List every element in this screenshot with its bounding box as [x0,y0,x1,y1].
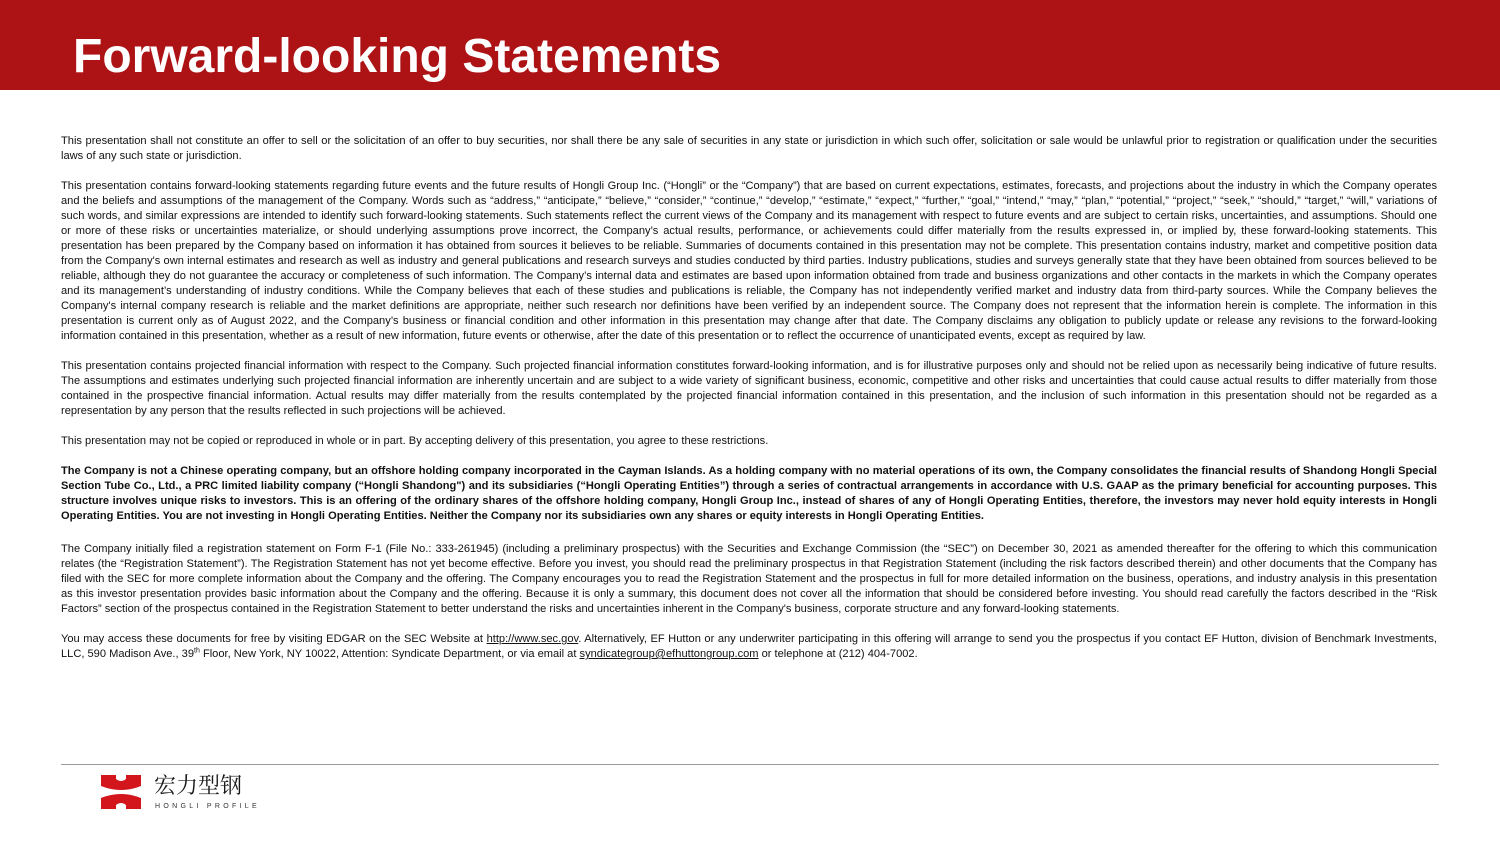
projected-financials-paragraph: This presentation contains projected financial information with respect to the Company. Such projected financial information constitutes forward-looking information, and is for illustrative purposes only and should not be relied upon as necessarily being indicative of future results. The assumptions and estimates underlying such projected financial information are inherently uncertain and are subject to a wide variety of significant business, economic, competitive and other risks and uncertainties that could cause actual results to differ materially from those contained in the prospective financial information. Actual results may differ materially from the results contemplated by the projected financial information contained in this presentation, and the inclusion of such information in this presentation should not be regarded as a representation by any person that the results reflected in such projections will be achieved. [61,360,1437,417]
page-title: Forward-looking Statements [73,30,722,83]
access-text-4: or telephone at (212) 404-7002. [758,648,918,660]
logo-english-name: HONGLI PROFILE [155,803,260,810]
document-access-paragraph [61,632,1437,662]
access-text-2: . Alternatively, EF Hutton or any underwriter participating in this offering will arrange to send you the prospectus if you contact EF Hutton, division of Benchmark Investments, LLC, 590 Madison Ave., 39 [61,633,1437,660]
syndicate-email-link[interactable]: syndicategroup@efhuttongroup.com [579,648,759,660]
sec-website-link[interactable]: http://www.sec.gov [486,633,579,645]
hongli-logo-icon [100,774,142,810]
disclaimer-body [61,134,1437,677]
forward-looking-paragraph: This presentation contains forward-looking statements regarding future events and the future results of Hongli Group Inc. (“Hongli” or the “Company”) that are based on current expectations, estimates, forecasts, and projections about the industry in which the Company operates and the beliefs and assumptions of the management of the Company. Words such as “address,” “anticipate,” “believe,” “consider,” “continue,” “develop,” “estimate,” “expect,” “further,” “goal,” “intend,” “may,” “plan,” “potential,” “project,” “seek,” “should,” “target,” “will,” variations of such words, and similar expressions are intended to identify such forward-looking statements. Such statements reflect the current views of the Company and its management with respect to future events and are subject to certain risks, uncertainties, and assumptions. Should one or more of these risks or uncertainties materialize, or should underlying assumptions prove incorrect, the Company’s actual results, performance, or achievements could differ materially from the results expressed in, or implied by, these forward-looking statements. This presentation has been prepared by the Company based on information it has obtained from sources it believes to be reliable. Summaries of documents contained in this presentation may not be complete. This presentation contains industry, market and competitive position data from the Company's own internal estimates and research as well as industry and general publications and research surveys and studies conducted by third parties. Industry publications, studies and surveys generally state that they have been obtained from sources believed to be reliable, although they do not guarantee the accuracy or completeness of such information. The Company’s internal data and estimates are based upon information obtained from trade and business organizations and other contacts in the markets in which the Company operates and its management’s understanding of industry conditions. While the Company believes that each of these studies and publications is reliable, the Company has not independently verified market and industry data from third-party sources. While the Company believes the Company's internal company research is reliable and the market definitions are appropriate, neither such research nor definitions have been verified by an independent source. The Company does not represent that the information herein is complete. The information in this presentation is current only as of August 2022, and the Company’s business or financial condition and other information in this presentation may change after that date. The Company disclaims any obligation to publicly update or release any revisions to the forward-looking information contained in this presentation, whether as a result of new information, future events or otherwise, after the date of this presentation or to reflect the occurrence of unanticipated events, except as required by law. [61,180,1437,342]
floor-superscript: th [194,647,200,655]
footer-divider [61,764,1439,765]
company-logo [100,772,290,822]
access-text-1: You may access these documents for free by visiting EDGAR on the SEC Website at [61,633,487,645]
offer-disclaimer-paragraph: This presentation shall not constitute an offer to sell or the solicitation of an offer to buy securities, nor shall there be any sale of securities in any state or jurisdiction in which such offer, solicitation or sale would be unlawful prior to registration or qualification under the securities laws of any such state or jurisdiction. [61,135,1437,162]
copy-restriction-paragraph: This presentation may not be copied or reproduced in whole or in part. By accepting delivery of this presentation, you agree to these restrictions. [61,435,769,447]
title-bar [0,0,1500,90]
access-text-3: Floor, New York, NY 10022, Attention: Syndicate Department, or via email at [199,648,580,660]
holding-company-paragraph: The Company is not a Chinese operating company, but an offshore holding company incorporated in the Cayman Islands. As a holding company with no material operations of its own, the Company consolidates the financial results of Shandong Hongli Special Section Tube Co., Ltd., a PRC limited liability company (“Hongli Shandong") and its subsidiaries (“Hongli Operating Entities”) through a series of contractual arrangements in accordance with U.S. GAAP as the primary beneficial for accounting purposes. This structure involves unique risks to investors. This is an offering of the ordinary shares of the offshore holding company, Hongli Group Inc., instead of shares of any of Hongli Operating Entities, therefore, the investors may never hold equity interests in Hongli Operating Entities. You are not investing in Hongli Operating Entities. Neither the Company nor its subsidiaries own any shares or equity interests in Hongli Operating Entities. [61,465,1437,522]
logo-chinese-name: 宏力型钢 [154,774,243,799]
registration-statement-paragraph: The Company initially filed a registration statement on Form F-1 (File No.: 333-261945) (including a preliminary prospectus) with the Securities and Exchange Commission (the “SEC”) on December 30, 2021 as amended thereafter for the offering to which this communication relates (the “Registration Statement”). The Registration Statement has not yet become effective. Before you invest, you should read the preliminary prospectus in that Registration Statement (including the risk factors described therein) and other documents that the Company has filed with the SEC for more complete information about the Company and the offering. The Company encourages you to read the Registration Statement and the prospectus in full for more detailed information on the business, operations, and industry analysis in this presentation as this investor presentation provides basic information about the Company and the offering. Because it is only a summary, this document does not cover all the information that should be considered before investing. You should read carefully the factors described in the “Risk Factors” section of the prospectus contained in the Registration Statement to better understand the risks and uncertainties inherent in the Company's business, corporate structure and any forward-looking statements. [61,543,1437,615]
